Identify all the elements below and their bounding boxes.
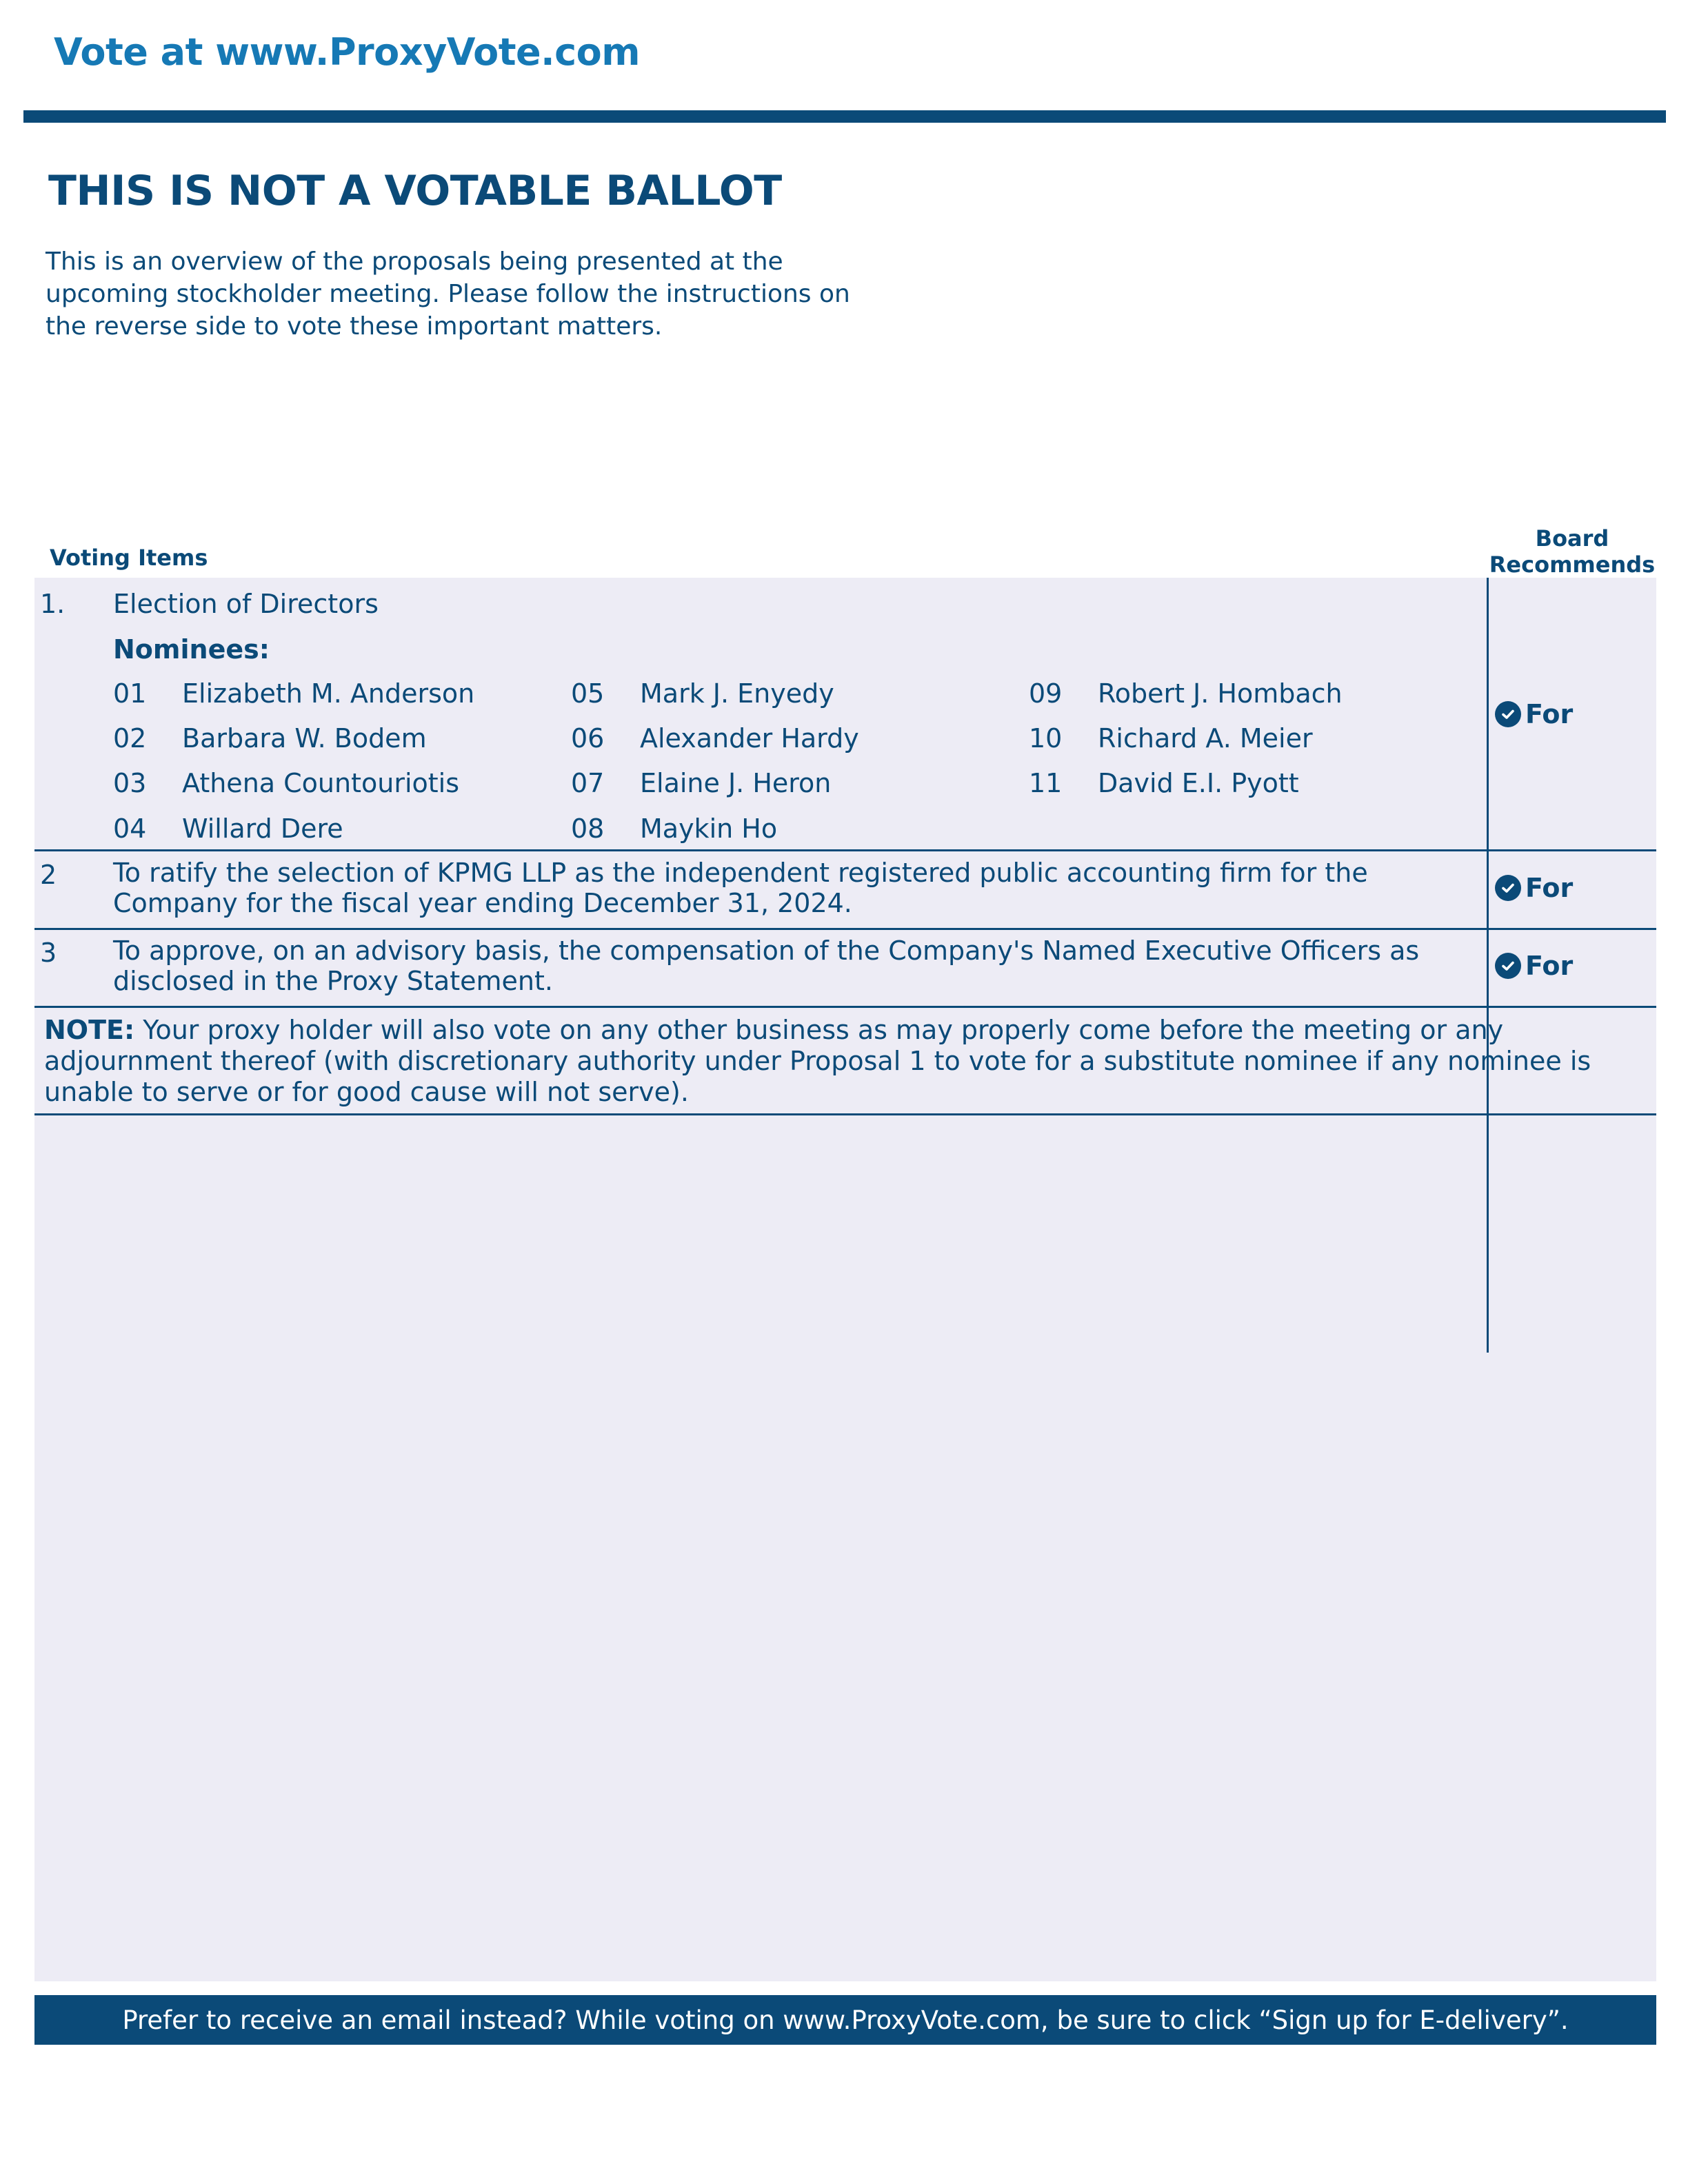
note: [44, 1015, 1609, 1108]
item-number: 1.: [40, 589, 66, 619]
check-circle-icon: [1495, 875, 1521, 901]
row-divider: [34, 928, 1656, 930]
nominee-name: David E.I. Pyott: [1098, 768, 1299, 798]
nominee-name: Richard A. Meier: [1098, 723, 1313, 754]
nominee-name: Mark J. Enyedy: [640, 678, 834, 709]
top-rule: [23, 110, 1666, 123]
recommendation-label: For: [1525, 873, 1574, 903]
row-divider: [34, 849, 1656, 851]
note-text: Your proxy holder will also vote on any other business as may properly come before the meeting or any adjournment thereof (with discretionary authority under Proposal 1 to vote for a substitute nominee if any nominee is unable to serve or for good cause will not serve).: [44, 1015, 1591, 1107]
row-divider: [34, 1006, 1656, 1008]
nominee-name: Barbara W. Bodem: [182, 723, 427, 754]
nominees-label: Nominees:: [113, 634, 270, 665]
item-number: 2: [40, 860, 57, 890]
nominee-number: 11: [1029, 768, 1063, 798]
item-text: To ratify the selection of KPMG LLP as the independent registered public accounting firm for the Company for the fiscal year ending December 31, 2024.: [113, 858, 1368, 918]
nominee-name: Elaine J. Heron: [640, 768, 832, 798]
nominee-number: 10: [1029, 723, 1063, 754]
column-header-board-recommends: Board Recommends: [1489, 525, 1656, 578]
intro-text: This is an overview of the proposals being presented at the upcoming stockholder meeting. Please follow the instructions on the reverse side to vote these important matters.: [46, 247, 850, 341]
nominee-name: Elizabeth M. Anderson: [182, 678, 475, 709]
nominee-number: 03: [113, 768, 147, 798]
nominee-number: 07: [571, 768, 605, 798]
column-header-voting-items: Voting Items: [50, 545, 208, 571]
column-divider: [1487, 578, 1489, 1353]
nominee-name: Willard Dere: [182, 813, 343, 844]
nominee-number: 01: [113, 678, 147, 709]
nominee-name: Maykin Ho: [640, 813, 778, 844]
note-label: NOTE:: [44, 1015, 135, 1045]
board-recommendation: [1495, 873, 1573, 903]
board-recommendation: [1495, 699, 1573, 729]
item-number: 3: [40, 938, 57, 968]
footer-bar: [34, 1995, 1656, 2045]
nominee-name: Alexander Hardy: [640, 723, 859, 754]
recommendation-label: For: [1525, 699, 1574, 729]
nominee-number: 08: [571, 813, 605, 844]
site-title: Vote at www.ProxyVote.com: [54, 30, 641, 74]
footer-text: Prefer to receive an email instead? While voting on www.ProxyVote.com, be sure to click “Sign up for E-delivery”.: [122, 2005, 1569, 2035]
nominee-name: Robert J. Hombach: [1098, 678, 1343, 709]
board-recommendation: [1495, 951, 1573, 981]
item-text: To approve, on an advisory basis, the compensation of the Company's Named Executive Officers as disclosed in the Proxy Statement.: [113, 936, 1420, 996]
nominee-number: 02: [113, 723, 147, 754]
page-heading: THIS IS NOT A VOTABLE BALLOT: [48, 167, 782, 215]
check-circle-icon: [1495, 953, 1521, 979]
nominee-number: 06: [571, 723, 605, 754]
check-circle-icon: [1495, 701, 1521, 727]
row-divider: [34, 1113, 1656, 1115]
recommendation-label: For: [1525, 951, 1574, 981]
nominee-number: 04: [113, 813, 147, 844]
nominee-number: 09: [1029, 678, 1063, 709]
nominee-number: 05: [571, 678, 605, 709]
nominee-name: Athena Countouriotis: [182, 768, 460, 798]
item-title: Election of Directors: [113, 589, 379, 619]
